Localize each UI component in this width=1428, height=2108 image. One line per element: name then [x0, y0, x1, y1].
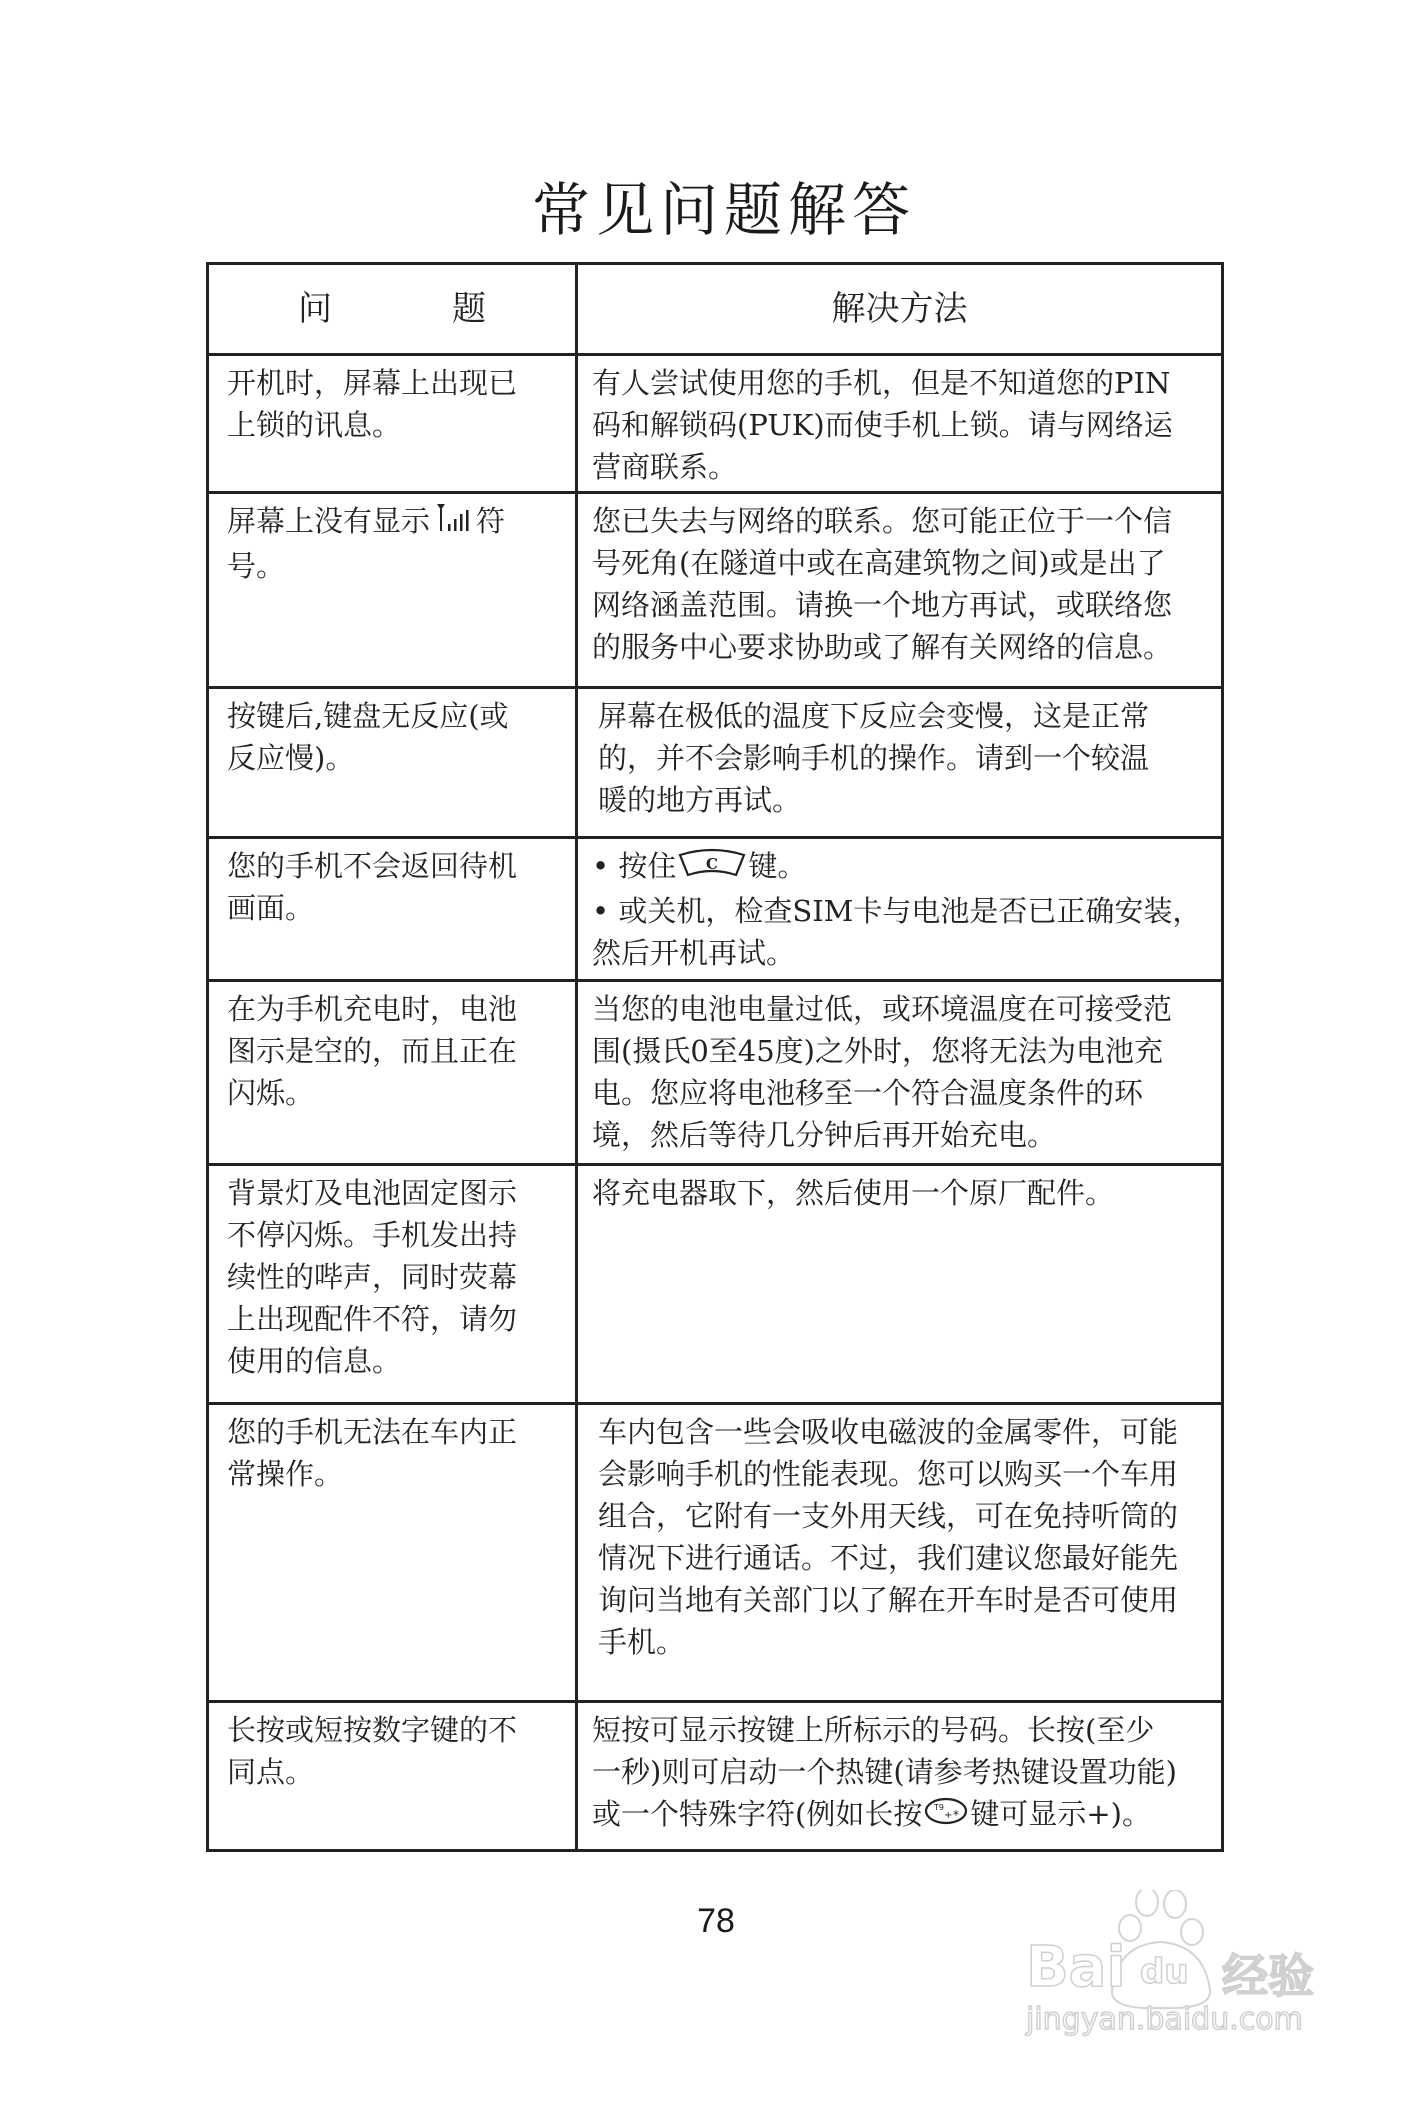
answer-line: 询问当地有关部门以了解在开车时是否可使用: [598, 1583, 1179, 1617]
answer-line: 网络涵盖范围。请换一个地方再试，或联络您: [592, 588, 1173, 622]
answer-line: 组合，它附有一支外用天线，可在免持听筒的: [598, 1499, 1179, 1533]
watermark-brand-bai: Bai: [1026, 1935, 1126, 2000]
table-header-row: [209, 265, 1221, 353]
question-line: [227, 500, 563, 545]
question-text: 屏幕上没有显示: [227, 504, 431, 538]
table-row: [209, 1700, 1221, 1849]
answer-line: 当您的电池电量过低，或环境温度在可接受范: [592, 992, 1173, 1026]
question-line: 按键后,键盘无反应(或: [227, 699, 509, 733]
question-line: 上出现配件不符，请勿: [227, 1302, 518, 1336]
answer-line: • 或关机，检查SIM卡与电池是否已正确安装，: [592, 893, 1202, 928]
question-line: 使用的信息。: [227, 1344, 402, 1378]
answer-line: [592, 845, 1213, 890]
answer-line: 情况下进行通话。不过，我们建议您最好能先: [598, 1541, 1179, 1575]
answer-text: 或一个特殊字符(例如长按: [592, 1797, 923, 1831]
answer-line: 手机。: [598, 1625, 686, 1659]
answer-text: 键。: [748, 849, 807, 883]
header-question-char-1: 问: [298, 289, 332, 329]
watermark-brand-jingyan: 经验: [1222, 1949, 1314, 2003]
answer-line: 的服务中心要求协助或了解有关网络的信息。: [592, 630, 1173, 664]
question-line: 不停闪烁。手机发出持: [227, 1218, 518, 1252]
answer-line: 短按可显示按键上所标示的号码。长按(至少: [592, 1713, 1155, 1747]
answer-line: 境，然后等待几分钟后再开始充电。: [592, 1118, 1057, 1152]
question-line: 号。: [227, 548, 286, 583]
answer-cell: [578, 356, 1221, 491]
question-line: 闪烁。: [227, 1076, 315, 1110]
svg-text:*: *: [953, 1808, 960, 1822]
question-line: 图示是空的，而且正在: [227, 1034, 518, 1068]
svg-text:T9: T9: [934, 1803, 945, 1812]
svg-text:C: C: [706, 854, 719, 873]
answer-cell: [578, 839, 1221, 979]
table-row: [209, 686, 1221, 836]
answer-line: 将充电器取下，然后使用一个原厂配件。: [592, 1176, 1115, 1210]
table-row: [209, 353, 1221, 491]
answer-cell: [578, 689, 1221, 836]
question-line: 在为手机充电时，电池: [227, 992, 518, 1026]
page-number: 78: [697, 1902, 735, 1940]
question-cell: [209, 839, 578, 979]
watermark-brand-du: du: [1140, 1952, 1189, 1992]
answer-text: 键可显示+)。: [970, 1797, 1151, 1831]
question-cell: [209, 689, 578, 836]
table-row: [209, 836, 1221, 979]
question-line: 您的手机不会返回待机: [227, 849, 518, 883]
table-row: [209, 491, 1221, 686]
answer-line: 一秒)则可启动一个热键(请参考热键设置功能): [592, 1755, 1177, 1789]
c-key-icon: [678, 847, 746, 890]
baidu-jingyan-watermark: [1012, 1890, 1342, 2040]
question-line: 您的手机无法在车内正: [227, 1415, 518, 1449]
table-row: [209, 979, 1221, 1163]
answer-line: 的，并不会影响手机的操作。请到一个较温: [598, 741, 1150, 775]
header-question-char-2: 题: [452, 289, 486, 329]
answer-line: 有人尝试使用您的手机，但是不知道您的PIN: [592, 366, 1171, 400]
answer-line: [592, 1793, 1213, 1837]
question-line: 开机时，屏幕上出现已: [227, 366, 518, 400]
question-cell: [209, 356, 578, 491]
t9-star-key-icon: [924, 1795, 968, 1837]
question-cell: [209, 1703, 578, 1849]
question-line: 续性的哔声，同时荧幕: [227, 1260, 518, 1294]
question-cell: [209, 1405, 578, 1700]
question-text: 符: [476, 504, 506, 538]
header-solution: 解决方法: [831, 289, 968, 329]
answer-line: 营商联系。: [592, 450, 738, 484]
answer-line: 围(摄氏0至45度)之外时，您将无法为电池充: [592, 1034, 1163, 1068]
watermark-url: jingyan.baidu.com: [1026, 2002, 1303, 2037]
question-cell: [209, 1166, 578, 1402]
answer-line: 然后开机再试。: [592, 935, 796, 970]
page-title: 常见问题解答: [531, 176, 916, 244]
answer-line: 电。您应将电池移至一个符合温度条件的环: [592, 1076, 1144, 1110]
question-line: 常操作。: [227, 1457, 344, 1491]
question-cell: [209, 494, 578, 686]
question-cell: [209, 982, 578, 1163]
question-line: 同点。: [227, 1755, 315, 1789]
answer-cell: [578, 982, 1221, 1163]
question-line: 上锁的讯息。: [227, 408, 402, 442]
answer-cell: [578, 1166, 1221, 1402]
faq-table: [206, 262, 1224, 1852]
answer-cell: [578, 1405, 1221, 1700]
question-line: 画面。: [227, 891, 315, 925]
answer-line: 号死角(在隧道中或在高建筑物之间)或是出了: [592, 546, 1166, 580]
question-line: 反应慢)。: [227, 741, 355, 775]
answer-line: 车内包含一些会吸收电磁波的金属零件，可能: [598, 1415, 1179, 1449]
answer-line: 您已失去与网络的联系。您可能正位于一个信: [592, 504, 1173, 538]
answer-line: 屏幕在极低的温度下反应会变慢，这是正常: [598, 699, 1150, 733]
answer-cell: [578, 494, 1221, 686]
answer-cell: [578, 1703, 1221, 1849]
table-row: [209, 1163, 1221, 1402]
answer-line: 会影响手机的性能表现。您可以购买一个车用: [598, 1457, 1179, 1491]
question-line: 背景灯及电池固定图示: [227, 1176, 518, 1210]
answer-line: 暖的地方再试。: [598, 783, 802, 817]
signal-strength-icon: [436, 502, 470, 545]
answer-line: 码和解锁码(PUK)而使手机上锁。请与网络运: [592, 408, 1173, 442]
question-line: 长按或短按数字键的不: [227, 1713, 518, 1747]
svg-text:+: +: [944, 1810, 953, 1821]
header-question: [209, 265, 578, 353]
answer-text: • 按住: [592, 849, 677, 883]
table-row: [209, 1402, 1221, 1700]
